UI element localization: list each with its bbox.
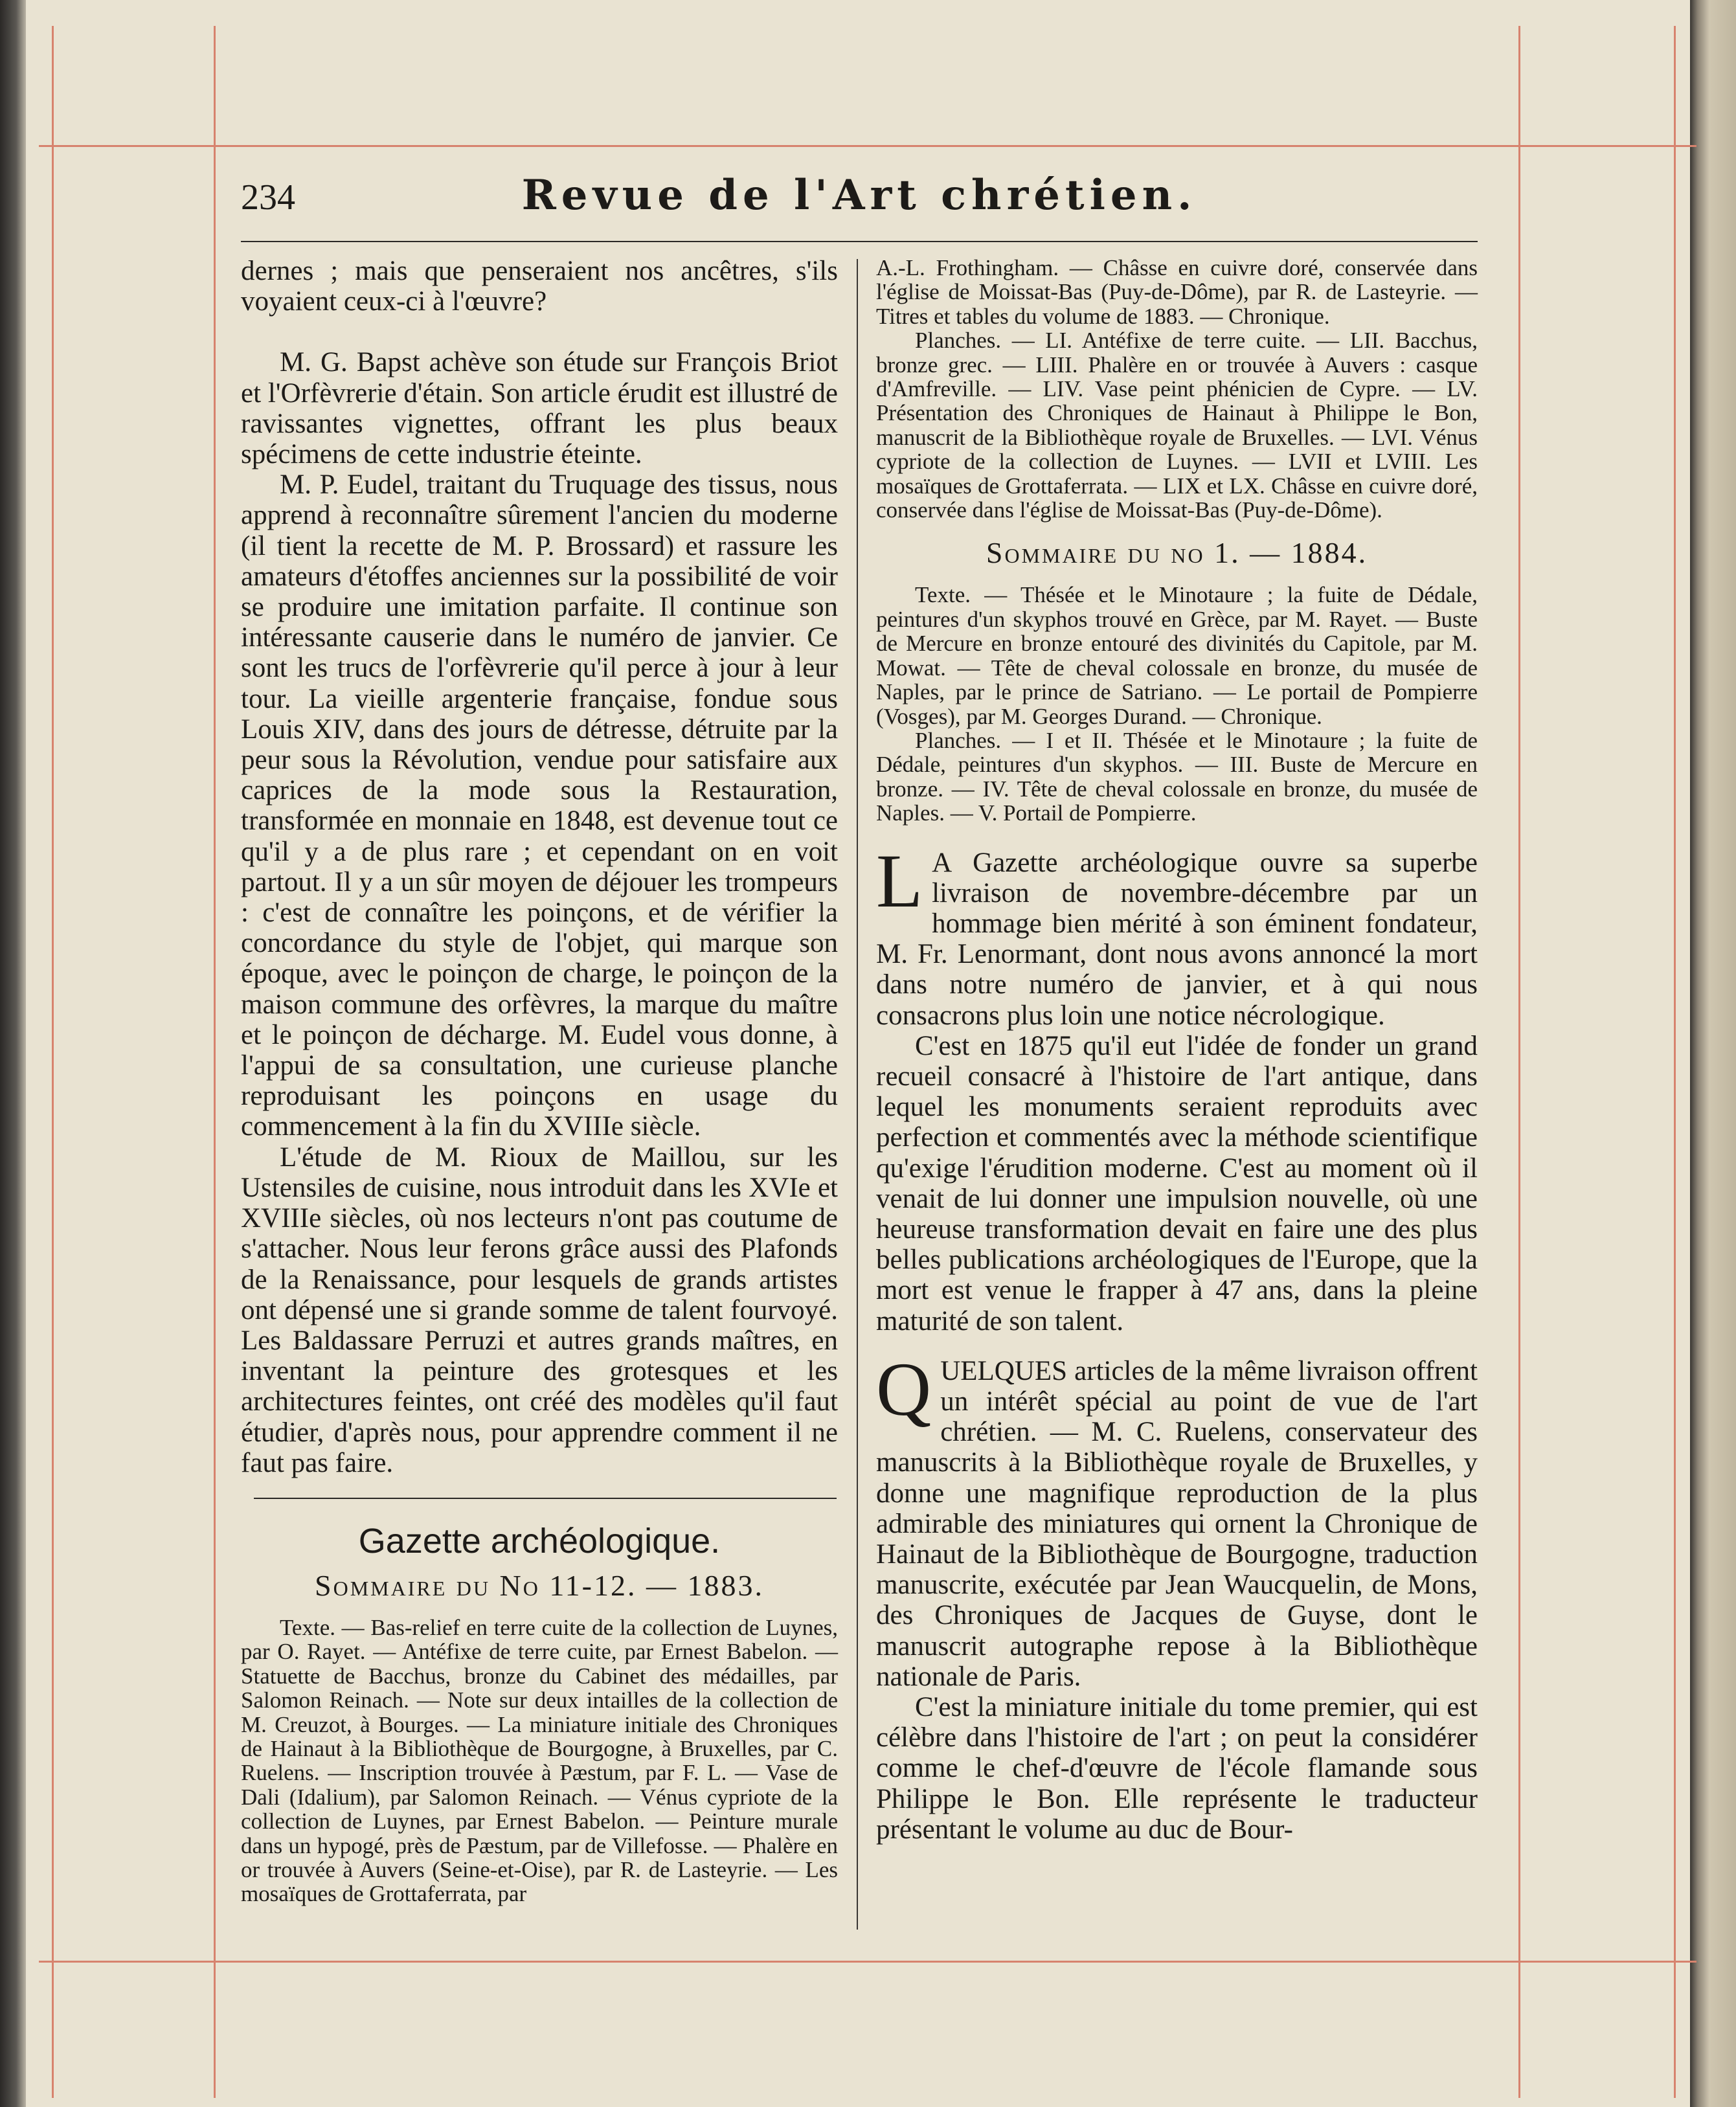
summary-title-1884: Sommaire du no 1. — 1884. (986, 536, 1368, 570)
left-column (241, 256, 838, 1906)
page-header (241, 171, 1478, 227)
header-rule (241, 241, 1478, 242)
paragraph-gazette-intro-text: A Gazette archéologique ouvre sa superbe livraison de novembre-décembre par un hommage bien mérité à son éminent fondateur, M. Fr. Lenormant, dont nous avons annoncé la mort dans notre numéro de janvier, et à qui nous consacrons plus loin une notice nécrologique. (876, 847, 1478, 1031)
summary-planches-1884: Planches. — I et II. Thésée et le Minotaure ; la fuite de Dédale, peintures d'un skyphos. — III. Buste de Mercure en bronze. — IV. Tête de cheval colossale en bronze, du musée de Naples. — V. Portail de Pompierre. (876, 727, 1478, 826)
frame-rule-left-inner (214, 26, 216, 2098)
spacer (241, 317, 838, 347)
summary-planches: Planches. — LI. Antéfixe de terre cuite. — LII. Bacchus, bronze grec. — LIII. Phalère en or trouvée à Auvers : casque d'Amfreville. — LIV. Vase peint phénicien de Cypre. — LV. Présentation des Chroniques de Hainaut à Philippe le Bon, manuscrit de la Bibliothèque royale de Bruxelles. — LVI. Vénus cypriote de la collection de Luynes. — LVII et LVIII. Les mosaïques de Grottaferrata. — LIX et LX. Châsse en cuivre doré, conservée dans l'église de Moissat-Bas (Puy-de-Dôme). (876, 328, 1478, 523)
spacer (876, 826, 1478, 848)
paragraph-bapst: M. G. Bapst achève son étude sur François Briot et l'Orfèvrerie d'étain. Son article érudit est illustré de ravissantes vignettes, offrant les plus beaux spécimens de cette industrie éteinte. (241, 347, 838, 470)
paragraph-miniature: C'est la miniature initiale du tome premier, qui est célèbre dans l'histoire de l'art ; on peut la considérer comme le chef-d'œuvre de l'école flamande sous Philippe le Bon. Elle représente le traducteur présentant le volume au duc de Bour- (876, 1692, 1478, 1845)
summary-texte-continued: A.-L. Frothingham. — Châsse en cuivre doré, conservée dans l'église de Moissat-Bas (Puy-de-Dôme), par R. de Lasteyrie. — Titres et tables du volume de 1883. — Chronique. (876, 255, 1478, 329)
running-title: Revue de l'Art chrétien. (521, 171, 1197, 220)
drop-cap-q: Q (876, 1346, 932, 1432)
summary-title: Sommaire du No 11-12. — 1883. (315, 1568, 764, 1602)
section-title: Gazette archéologique. (358, 1521, 721, 1561)
paragraph-1875: C'est en 1875 qu'il eut l'idée de fonder un grand recueil consacré à l'histoire de l'art antique, dans lequel les monuments seraient reproduits avec perfection et commentés avec la méthode scientifique qu'exige l'érudition moderne. C'est au moment où il venait de lui donner une impulsion nouvelle, où une heureuse transformation devait en faire une des plus belles publications archéologiques de l'Europe, que la mort est venue le frapper à 47 ans, dans la pleine maturité de son talent. (876, 1030, 1478, 1336)
frame-rule-bottom (39, 1961, 1697, 1963)
paragraph-quelques-text: UELQUES articles de la même livraison offrent un intérêt spécial au point de vue de l'art chrétien. — M. C. Ruelens, conservateur des manuscrits à la Bibliothèque royale de Bruxelles, y donne une magnifique reproduction de la plus admirable des miniatures qui ornent la Chronique de Hainaut de la Bibliothèque de Bourgogne, traduction manuscrite, exécutée par Jean Waucquelin, de Mons, des Chroniques de Jacques de Guyse, dont le manuscrit autographe repose à la Bibliothèque nationale de Paris. (876, 1355, 1478, 1692)
drop-cap-l: L (876, 838, 923, 923)
summary-texte-1884: Texte. — Thésée et le Minotaure ; la fuite de Dédale, peintures d'un skyphos trouvé en Grèce, par M. Rayet. — Buste de Mercure en bronze entouré des divinités du Capitole, par M. Mowat. — Tête de cheval colossale en bronze, du musée de Naples, par le prince de Satriano. — Le portail de Pompierre (Vosges), par M. Georges Durand. — Chronique. (876, 582, 1478, 729)
column-divider (857, 259, 858, 1930)
paragraph-rioux: L'étude de M. Rioux de Maillou, sur les Ustensiles de cuisine, nous introduit dans les XVIe et XVIIIe siècles, où nos lecteurs n'ont pas coutume de s'attacher. Nous leur ferons grâce aussi des Plafonds de la Renaissance, pour lesquels de grands artistes ont dépensé une si grande somme de talent fourvoyé. Les Baldassare Perruzi et autres grands maîtres, en inventant la peinture des grotesques et les architectures feintes, ont créé des modèles qu'il faut étudier, d'après nous, pour apprendre comment il ne faut pas faire. (241, 1142, 838, 1478)
frame-rule-right-outer (1674, 26, 1676, 2098)
spacer (876, 1336, 1478, 1356)
frame-rule-top (39, 145, 1697, 147)
summary-texte: Texte. — Bas-relief en terre cuite de la collection de Luynes, par O. Rayet. — Antéfixe de terre cuite, par Ernest Babelon. — Statuette de Bacchus, bronze du Cabinet des médailles, par Salomon Reinach. — Note sur deux intailles de la collection de M. Creuzot, à Bourges. — La miniature initiale des Chroniques de Hainaut à la Bibliothèque de Bourgogne, à Bruxelles, par C. Ruelens. — Inscription trouvée à Pæstum, par F. L. — Vase de Dali (Idalium), par Salomon Reinach. — Vénus cypriote de la collection de Luynes, par Ernest Babelon. — Peinture murale dans un hypogé, près de Pæstum, par de Villefosse. — Phalère en or trouvée à Auvers (Seine-et-Oise), par R. de Lasteyrie. — Les mosaïques de Grottaferrata, par (241, 1614, 838, 1907)
right-column (876, 256, 1478, 1845)
section-rule (254, 1498, 837, 1499)
paragraph-quelques (876, 1346, 1478, 1692)
frame-rule-right-inner (1518, 26, 1520, 2098)
next-page-edge (1690, 0, 1736, 2107)
frame-rule-left-outer (52, 26, 54, 2098)
paragraph-gazette-intro (876, 838, 1478, 1031)
page-number: 234 (241, 177, 295, 218)
paragraph-continued: dernes ; mais que penseraient nos ancêtres, s'ils voyaient ceux-ci à l'œuvre? (241, 256, 838, 317)
paragraph-eudel: M. P. Eudel, traitant du Truquage des tissus, nous apprend à reconnaître sûrement l'ancien du moderne (il tient la recette de M. P. Brossard) et rassure les amateurs d'étoffes anciennes sur la possibilité de voir se produire une imitation parfaite. Il continue son intéressante causerie dans le numéro de janvier. Ce sont les trucs de l'orfèvrerie qu'il perce à jour à leur tour. La vieille argenterie française, fondue sous Louis XIV, dans des jours de détresse, détruite par la peur sous la Révolution, vendue pour satisfaire aux caprices de la mode sous la Restauration, transformée en monnaie en 1848, est devenue tout ce qu'il y a de plus rare ; et cependant on en voit partout. Il y a un sûr moyen de déjouer les trompeurs : c'est de connaître les poinçons, et de vérifier la concordance du style de l'objet, qui marque son époque, avec le poinçon de charge, le poinçon de la maison commune des orfèvres, la marque du maître et le poinçon de décharge. M. Eudel vous donne, à l'appui de sa consultation, une curieuse planche reproduisant les poinçons en usage du commencement à la fin du XVIIIe siècle. (241, 469, 838, 1142)
